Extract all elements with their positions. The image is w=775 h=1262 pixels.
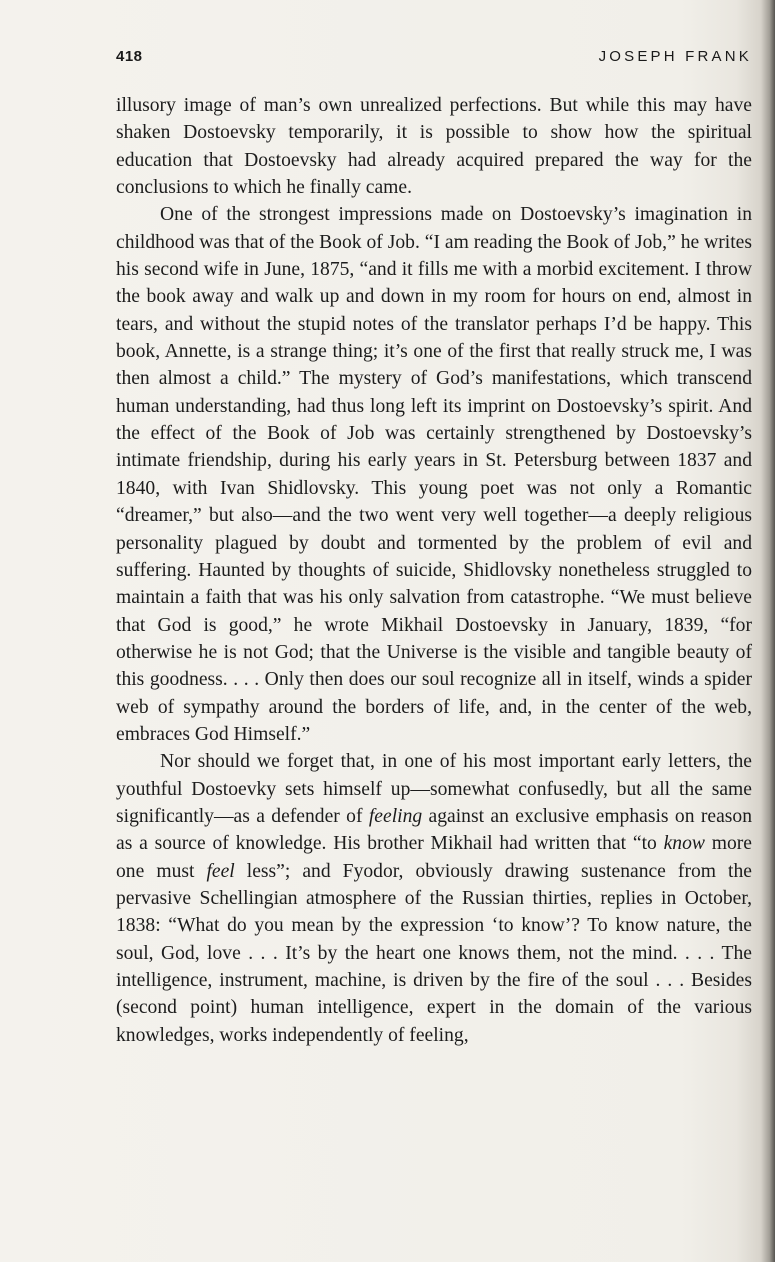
emphasis-feel: feel (206, 860, 235, 882)
running-head-author: JOSEPH FRANK (598, 48, 752, 65)
paragraph-2: One of the strongest impressions made on Dostoevsky’s imagination in childhood was that of the Book of Job. “I am reading the Book of Job,” he writes his second wife in June, 1875, “and it fills me with a morbid excitement. I throw the book away and walk up and down in my room for hours on end, almost in tears, and without the stupid notes of the translator perhaps I’d be happy. This book, Annette, is a strange thing; it’s one of the first that really struck me, I was then almost a child.” The mystery of God’s manifestations, which transcend human understanding, had thus long left its imprint on Dostoevsky’s spirit. And the effect of the Book of Job was certainly strengthened by Dostoevsky’s intimate friendship, during his early years in St. Petersburg between 1837 and 1840, with Ivan Shidlovsky. This young poet was not only a Romantic “dreamer,” but also—and the two went very well together—a deeply religious personality plagued by doubt and tormented by the problem of evil and suffering. Haunted by thoughts of suicide, Shidlovsky nonetheless struggled to maintain a faith that was his only salvation from catastrophe. “We must believe that God is good,” he wrote Mikhail Dostoevsky in January, 1839, “for otherwise he is not God; that the Universe is the visible and tangible beauty of this goodness. . . . Only then does our soul recognize all in itself, winds a spider web of sympathy around the borders of life, and, in the center of the web, embraces God Himself.” (116, 204, 752, 745)
paragraph-3-segment: against an exclusive emphasis on reason as a source of knowledge. His brother Mikhail had written that “to (116, 805, 752, 855)
paragraph-3 (116, 748, 752, 1049)
paragraph-3-segment: more one must (116, 833, 752, 882)
running-head (116, 48, 752, 68)
paragraph-3-segment: less”; and Fyodor, obviously drawing sustenance from the pervasive Schellingian atmosphere of the Russian thirties, replies in October, 1838: “What do you mean by the expression ‘to know’? To know nature, the soul, God, love . . . It’s by the heart one knows them, not the mind. . . . The intelligence, instrument, machine, is driven by the fire of the soul . . . Besides (second point) human intelligence, expert in the domain of the various knowledges, works independently of feeling, (116, 860, 752, 1046)
page-edge-shadow (761, 0, 775, 1262)
emphasis-feeling: feeling (368, 805, 423, 827)
body-text (116, 92, 752, 1049)
page-number: 418 (116, 48, 143, 65)
paragraph-1: illusory image of man’s own unrealized perfections. But while this may have shaken Dostoevsky temporarily, it is possible to show how the spiritual education that Dostoevsky had already acquired prepared the way for the conclusions to which he finally came. (116, 95, 752, 199)
paragraph-3-segment: Nor should we forget that, in one of his most important early letters, the youthful Dostoevky sets himself up—somewhat confusedly, but all the same significantly—as a defender of (116, 751, 752, 827)
emphasis-know: know (663, 833, 705, 855)
